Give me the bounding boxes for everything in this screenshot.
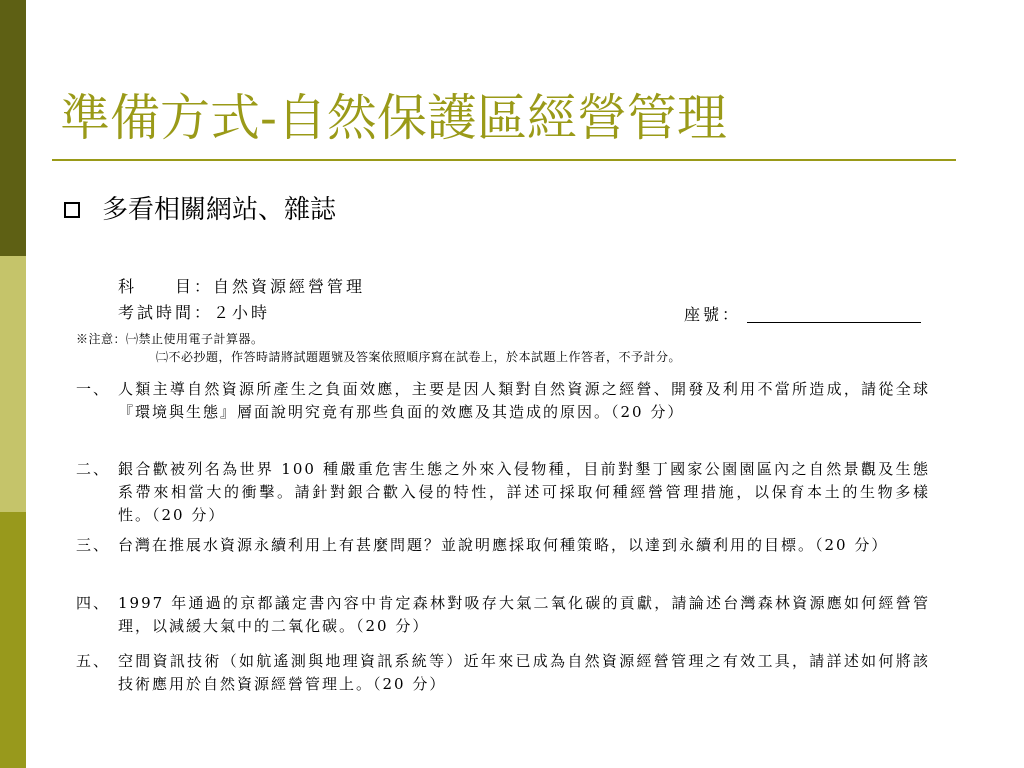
exam-duration: 考試時間：２小時 [118,303,271,322]
bullet-item [64,190,336,230]
question-number-4: 四、 [76,594,111,612]
left-decorative-bar [0,0,26,768]
exam-paper-image [64,266,944,706]
exam-subject: 科 目：自然資源經營管理 [118,277,366,296]
question-text-2: 銀合歡被列名為世界 100 種嚴重危害生態之外來入侵物種，目前對墾丁國家公園園區內之自然景觀及生態系帶來相當大的衝擊。請針對銀合歡入侵的特性，詳述可採取何種經營管理措施，以保育本土的生物多樣性。（20 分） [118,460,930,524]
sidebar-segment-mid [0,512,26,768]
question-text-5: 空間資訊技術（如航遙測與地理資訊系統等）近年來已成為自然資源經營管理之有效工具，請詳述如何將該技術應用於自然資源經營管理上。（20 分） [118,652,930,693]
title-underline [52,159,956,161]
exam-notice-2: ㈡不必抄題，作答時請將試題題號及答案依照順序寫在試卷上，於本試題上作答者，不予計分。 [156,350,682,364]
question-text-3: 台灣在推展水資源永續利用上有甚麼問題？並說明應採取何種策略，以達到永續利用的目標。（20 分） [118,536,889,554]
exam-notice-1: ※注意：㈠禁止使用電子計算器。 [76,332,264,346]
seat-label: 座號： [684,305,742,324]
seat-blank-line [747,306,921,323]
question-number-1: 一、 [76,380,111,398]
question-text-4: 1997 年通過的京都議定書內容中肯定森林對吸存大氣二氧化碳的貢獻，請論述台灣森林資源應如何經營管理，以減緩大氣中的二氧化碳。（20 分） [118,594,930,635]
question-text-1: 人類主導自然資源所產生之負面效應，主要是因人類對自然資源之經營、開發及利用不當所造成，請從全球『環境與生態』層面說明究竟有那些負面的效應及其造成的原因。（20 分） [118,380,930,421]
slide-title: 準備方式-自然保護區經營管理 [60,89,727,147]
seat-number-field [684,304,921,326]
question-number-5: 五、 [76,652,111,670]
question-number-3: 三、 [76,536,111,554]
sidebar-segment-light [0,256,26,512]
question-number-2: 二、 [76,460,111,478]
sidebar-segment-dark [0,0,26,256]
square-bullet-icon [64,202,80,218]
bullet-text: 多看相關網站、雜誌 [102,195,337,225]
